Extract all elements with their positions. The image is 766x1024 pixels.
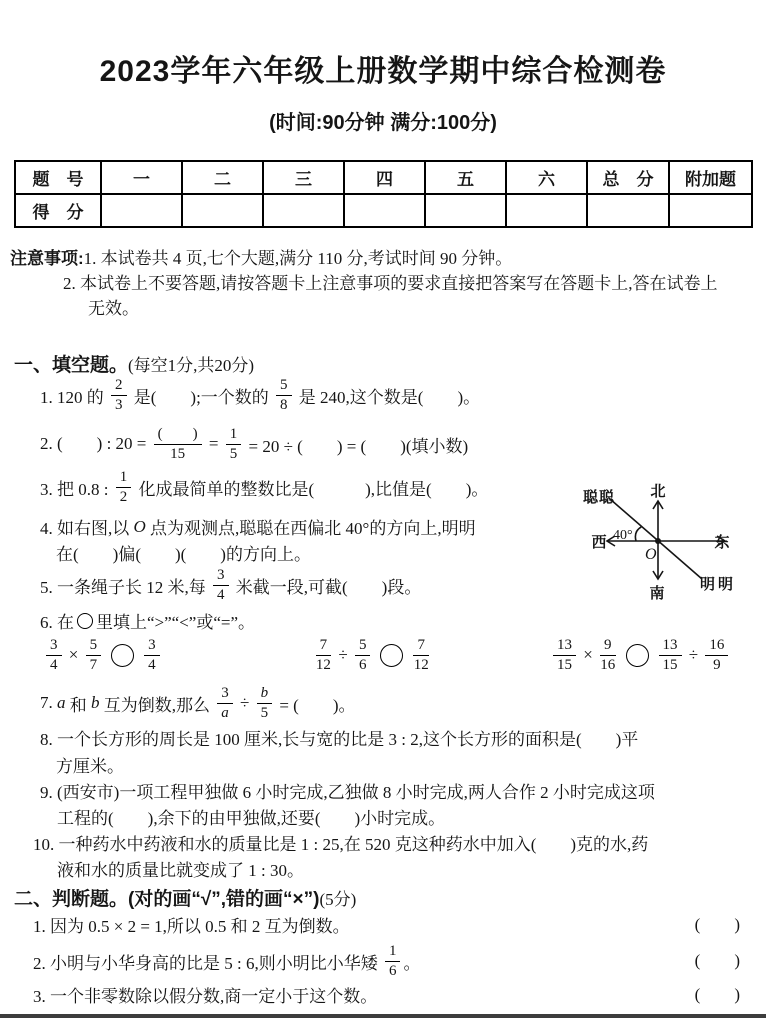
fraction-denominator: 5 — [260, 704, 269, 721]
notice-block — [10, 246, 758, 321]
notice-item-1: 1. 本试卷共 4 页,七个大题,满分 110 分,考试时间 90 分钟。 — [83, 249, 513, 268]
fraction-numerator: 7 — [316, 637, 332, 656]
text-segment: = — [204, 434, 223, 453]
column-header: 四 — [344, 161, 425, 194]
fraction-denominator: 12 — [413, 656, 429, 673]
question-9-line-2: 工程的( ),余下的由甲独做,还要( )小时完成。 — [57, 809, 446, 828]
fraction — [217, 685, 233, 722]
question-10-line-1: 10. 一种药水中药液和水的质量比是 1 : 25,在 520 克这种药水中加入( )克的水,药 — [33, 835, 649, 854]
text-segment: = ( )。 — [275, 695, 356, 715]
fraction-numerator: 3 — [213, 567, 229, 586]
text-segment: 和 — [65, 695, 91, 715]
fraction-numerator: 5 — [276, 377, 292, 396]
question-7 — [40, 680, 356, 726]
column-header: 总 分 — [587, 161, 669, 194]
fraction — [111, 377, 127, 414]
fraction-denominator: 16 — [600, 656, 616, 673]
score-cell — [101, 194, 182, 227]
fraction-denominator: 12 — [315, 656, 331, 673]
question-1 — [40, 372, 480, 418]
score-cell — [182, 194, 263, 227]
section-2-title: 二、判断题。(对的画“√”,错的画“×”) — [14, 889, 320, 910]
text-segment: 米截一段,可截( )段。 — [231, 577, 422, 597]
fraction-denominator: 4 — [217, 586, 225, 603]
column-header: 一 — [101, 161, 182, 194]
text-segment: × — [64, 645, 83, 664]
question-10-line-2: 液和水的质量比就变成了 1 : 30。 — [57, 861, 304, 880]
score-table — [14, 160, 753, 228]
text-segment: 6. 在 — [40, 613, 74, 632]
fraction — [46, 637, 62, 674]
text-segment: 。 — [403, 953, 421, 973]
judgment-item-3-text — [33, 982, 377, 1007]
score-cell — [425, 194, 506, 227]
judgment-item-2-text — [33, 943, 420, 980]
column-header: 五 — [425, 161, 506, 194]
question-4-line-2: 在( )偏( )( )的方向上。 — [56, 545, 311, 564]
text-segment: 3. 一个非零数除以假分数,商一定小于这个数。 — [33, 987, 378, 1006]
fraction — [413, 637, 429, 674]
question-2 — [40, 419, 468, 469]
italic-variable: a — [57, 693, 66, 712]
score-cell — [587, 194, 669, 227]
north-label: 北 — [650, 484, 666, 500]
text-segment: 3. 把 0.8 : — [40, 479, 113, 499]
text-segment: 5. 一条绳子长 12 米,每 — [40, 577, 210, 597]
fraction — [659, 637, 682, 674]
fraction — [553, 637, 576, 674]
question-5 — [40, 562, 421, 608]
score-cell — [263, 194, 344, 227]
notice-item-2: 2. 本试卷上不要答题,请按答题卡上注意事项的要求直接把答案写在答题卡上,答在试卷上 — [63, 274, 718, 293]
score-label: 得 分 — [15, 194, 101, 227]
question-number-label: 题 号 — [15, 161, 101, 194]
section-2-heading — [14, 884, 356, 911]
fraction-denominator: 6 — [388, 962, 397, 979]
answer-bracket: ( ) — [694, 914, 740, 934]
fraction-numerator: 3 — [46, 637, 62, 656]
fraction — [257, 685, 273, 722]
angle-arc — [635, 527, 641, 541]
text-segment: 4. 如右图,以 — [40, 519, 134, 538]
fraction — [600, 637, 616, 674]
fraction-numerator: ( ) — [154, 426, 202, 445]
fraction-denominator: 7 — [89, 656, 98, 673]
fraction-denominator: a — [221, 704, 229, 721]
answer-bracket: ( ) — [694, 984, 740, 1004]
fraction-numerator: 5 — [355, 637, 371, 656]
notice-item-2-continued: 无效。 — [88, 299, 139, 318]
fraction-denominator: 15 — [662, 656, 678, 673]
text-segment: × — [578, 645, 598, 664]
fraction — [316, 637, 332, 674]
fraction — [116, 469, 132, 506]
direction-diagram-svg — [576, 462, 766, 612]
fraction — [385, 943, 401, 980]
text-segment: ÷ — [334, 645, 352, 664]
fraction-denominator: 3 — [115, 396, 123, 413]
observation-point-dot — [655, 538, 661, 544]
comparison-circle — [111, 644, 134, 667]
text-segment: 互为倒数,那么 — [99, 695, 215, 715]
fraction — [144, 637, 160, 674]
fraction-numerator: 5 — [86, 637, 102, 656]
text-segment: 7. — [40, 693, 57, 712]
fraction-numerator: 3 — [217, 685, 233, 704]
fraction-denominator: 4 — [148, 656, 156, 673]
column-header: 附加题 — [669, 161, 752, 194]
score-table-header-row — [15, 161, 752, 194]
fraction-denominator: 6 — [358, 656, 367, 673]
fraction — [226, 426, 242, 463]
page-bottom-edge — [0, 1014, 766, 1018]
text-segment: ÷ — [235, 693, 254, 712]
fraction-numerator: 2 — [111, 377, 127, 396]
score-cell — [344, 194, 425, 227]
comparison-group-2 — [313, 637, 432, 674]
comparison-circle — [626, 644, 649, 667]
column-header: 二 — [182, 161, 263, 194]
column-header: 三 — [263, 161, 344, 194]
judgment-item-1-text — [33, 912, 350, 937]
answer-bracket: ( ) — [694, 951, 740, 970]
comparison-circle — [380, 644, 403, 667]
mingming-label: 明明 — [700, 577, 737, 593]
question-9-line-1: 9. (西安市)一项工程甲独做 6 小时完成,乙独做 8 小时完成,两人合作 2 小时完成这项 — [40, 783, 655, 802]
text-segment: 是( );一个数的 — [129, 387, 274, 407]
fraction — [86, 637, 102, 674]
east-label: 东 — [714, 535, 730, 551]
fraction — [213, 567, 229, 604]
fraction-numerator: 16 — [705, 637, 728, 656]
text-segment: 是 240,这个数是( )。 — [294, 387, 481, 407]
angle-value-label: 40° — [613, 528, 633, 543]
fraction-numerator: 9 — [600, 637, 616, 656]
fraction-denominator: 8 — [280, 396, 288, 413]
judgment-item-1 — [33, 912, 740, 937]
text-segment: 点为观测点,聪聪在西偏北 40°的方向上,明明 — [145, 519, 476, 538]
text-segment: = 20 ÷ ( ) = ( )(填小数) — [244, 436, 469, 456]
italic-variable: O — [133, 516, 146, 536]
fraction-numerator: 7 — [413, 637, 429, 656]
south-label: 南 — [649, 586, 665, 602]
fraction-numerator: 13 — [553, 637, 576, 656]
fraction-denominator: 15 — [170, 445, 186, 462]
question-6-comparisons — [43, 630, 723, 680]
text-segment: 2. 小明与小华身高的比是 5 : 6,则小明比小华矮 — [33, 953, 382, 973]
direction-diagram — [576, 462, 766, 612]
comparison-group-1 — [43, 637, 163, 674]
question-4-line-1 — [40, 514, 476, 539]
judgment-item-2 — [33, 940, 740, 982]
notice-line-1 — [10, 246, 758, 271]
fraction — [355, 637, 371, 674]
text-segment: 里填上“>”“<”或“=”。 — [96, 613, 256, 632]
score-cell — [506, 194, 587, 227]
page-subtitle: (时间:90分钟 满分:100分) — [269, 112, 497, 134]
congcong-label: 聪聪 — [583, 490, 616, 506]
fraction-numerator: 1 — [226, 426, 242, 445]
text-segment: 化成最简单的整数比是( ),比值是( )。 — [134, 479, 489, 499]
comparison-group-3 — [550, 637, 731, 674]
fraction-numerator: 1 — [116, 469, 132, 488]
fraction-denominator: 9 — [713, 656, 721, 673]
fraction-numerator: 1 — [385, 943, 401, 962]
fraction-denominator: 5 — [229, 445, 238, 462]
section-2-points: (5分) — [319, 890, 357, 909]
fraction-numerator: b — [257, 685, 273, 704]
text-segment: 1. 因为 0.5 × 2 = 1,所以 0.5 和 2 互为倒数。 — [33, 917, 350, 936]
section-1-points: (每空1分,共20分) — [128, 356, 255, 375]
score-table-score-row — [15, 194, 752, 227]
origin-label: O — [645, 546, 657, 563]
question-3 — [40, 464, 488, 510]
west-label: 西 — [591, 535, 607, 551]
section-1-title: 一、填空题。 — [14, 355, 129, 376]
fraction-denominator: 4 — [50, 656, 58, 673]
fraction-denominator: 2 — [119, 488, 128, 505]
text-segment: 1. 120 的 — [40, 387, 108, 407]
fraction-numerator: 13 — [659, 637, 682, 656]
question-8-line-1: 8. 一个长方形的周长是 100 厘米,长与宽的比是 3 : 2,这个长方形的面积是( )平 — [40, 730, 639, 749]
column-header: 六 — [506, 161, 587, 194]
fraction — [705, 637, 728, 674]
fraction-numerator: 3 — [144, 637, 160, 656]
score-cell — [669, 194, 752, 227]
comparison-circle — [77, 613, 93, 629]
fraction-denominator: 15 — [556, 656, 572, 673]
page-title: 2023学年六年级上册数学期中综合检测卷 — [99, 55, 667, 88]
italic-variable: b — [91, 693, 100, 712]
judgment-item-3 — [33, 982, 740, 1007]
text-segment: 2. ( ) : 20 = — [40, 434, 151, 453]
question-8-line-2: 方厘米。 — [56, 757, 124, 776]
fraction — [276, 377, 292, 414]
fraction — [154, 426, 202, 463]
text-segment: ÷ — [684, 645, 703, 664]
notice-label: 注意事项: — [10, 249, 84, 268]
